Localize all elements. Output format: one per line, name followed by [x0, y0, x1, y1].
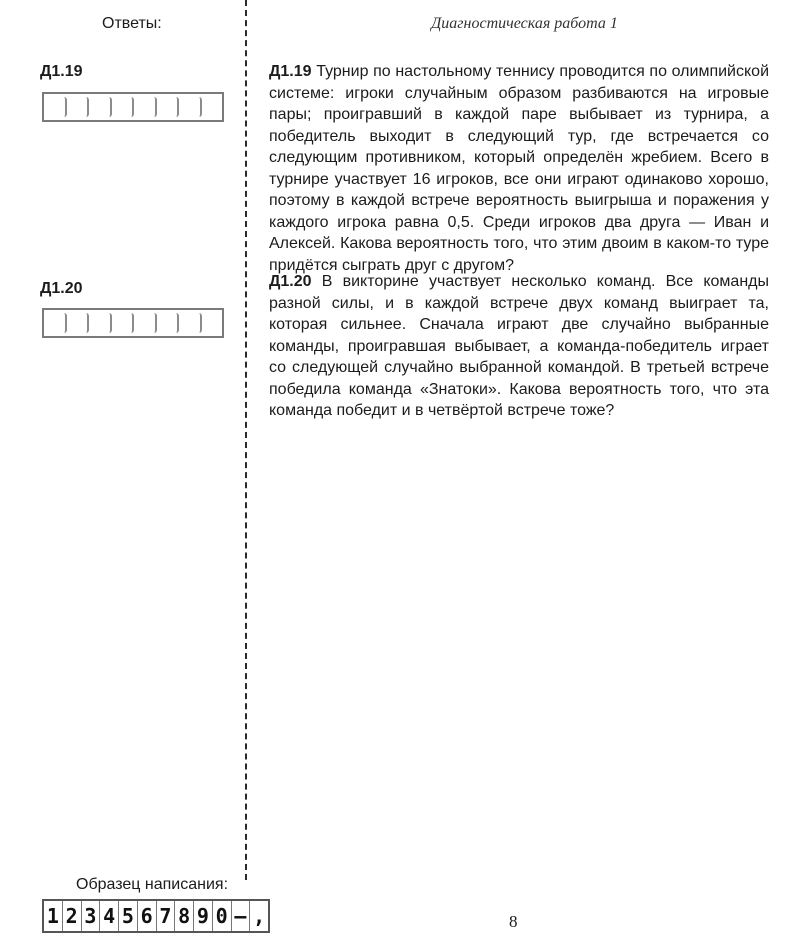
answer-cell[interactable]	[134, 313, 157, 333]
task-label-d1-19: Д1.19	[40, 63, 83, 80]
answer-cell[interactable]	[89, 313, 112, 333]
problem-id: Д1.19	[269, 63, 312, 80]
sample-char: 9	[194, 901, 213, 931]
sample-char: 0	[213, 901, 232, 931]
answer-cell[interactable]	[157, 97, 180, 117]
cut-line-divider	[245, 0, 247, 880]
sample-char: 7	[157, 901, 176, 931]
page-header: Диагностическая работа 1	[431, 15, 618, 32]
sample-char: –	[232, 901, 251, 931]
answer-boxes-d1-19[interactable]	[42, 92, 224, 122]
problem-d1-20	[269, 271, 769, 422]
answer-cell[interactable]	[134, 97, 157, 117]
sample-label: Образец написания:	[76, 876, 229, 893]
answer-cell[interactable]	[157, 313, 180, 333]
sample-char: 8	[175, 901, 194, 931]
sample-char: 3	[82, 901, 101, 931]
answer-cell[interactable]	[202, 313, 223, 333]
sample-char: 6	[138, 901, 157, 931]
problem-text: Турнир по настольному теннису проводится по олимпийской системе: игроки случайным образом разбиваются на игровые пары; проигравший в каждой паре выбывает из турнира, а победитель выходит в следующий тур, где встречается со следующим противником, который определён жребием. Всего в турнире участвует 16 игроков, все они играют одинаково хорошо, поэтому в каждой встрече вероятность выигрыша и поражения у каждого игрока равна 0,5. Среди игроков два друга — Иван и Алексей. Какова вероятность того, что этим двоим в каком-то туре придётся сыграть друг с другом?	[269, 63, 769, 274]
sample-char: 5	[119, 901, 138, 931]
answer-boxes-d1-20[interactable]	[42, 308, 224, 338]
sample-char: 4	[100, 901, 119, 931]
answer-cell[interactable]	[44, 97, 67, 117]
answer-cell[interactable]	[179, 313, 202, 333]
answer-cell[interactable]	[112, 313, 135, 333]
sample-char: 2	[63, 901, 82, 931]
answers-title: Ответы:	[102, 15, 162, 32]
problem-d1-19	[269, 61, 769, 276]
answer-cell[interactable]	[67, 97, 90, 117]
page-number: 8	[509, 912, 518, 931]
answer-cell[interactable]	[44, 313, 67, 333]
answer-cell[interactable]	[112, 97, 135, 117]
answer-cell[interactable]	[202, 97, 223, 117]
answer-cell[interactable]	[89, 97, 112, 117]
sample-writing-strip	[42, 899, 270, 933]
sample-char: 1	[44, 901, 63, 931]
answer-cell[interactable]	[179, 97, 202, 117]
problem-text: В викторине участвует несколько команд. Все команды разной силы, и в каждой встрече двух команд выиграет та, которая сильнее. Сначала играют две случайно выбранные команды, проигравшая выбывает, а команда-победитель играет со следующей случайно выбранной командой. В третьей встрече победила команда «Знатоки». Какова вероятность того, что эта команда победит и в четвёртой встрече тоже?	[269, 273, 769, 419]
sample-char: ,	[253, 904, 266, 928]
task-label-d1-20: Д1.20	[40, 280, 83, 297]
problem-id: Д1.20	[269, 273, 312, 290]
answer-cell[interactable]	[67, 313, 90, 333]
